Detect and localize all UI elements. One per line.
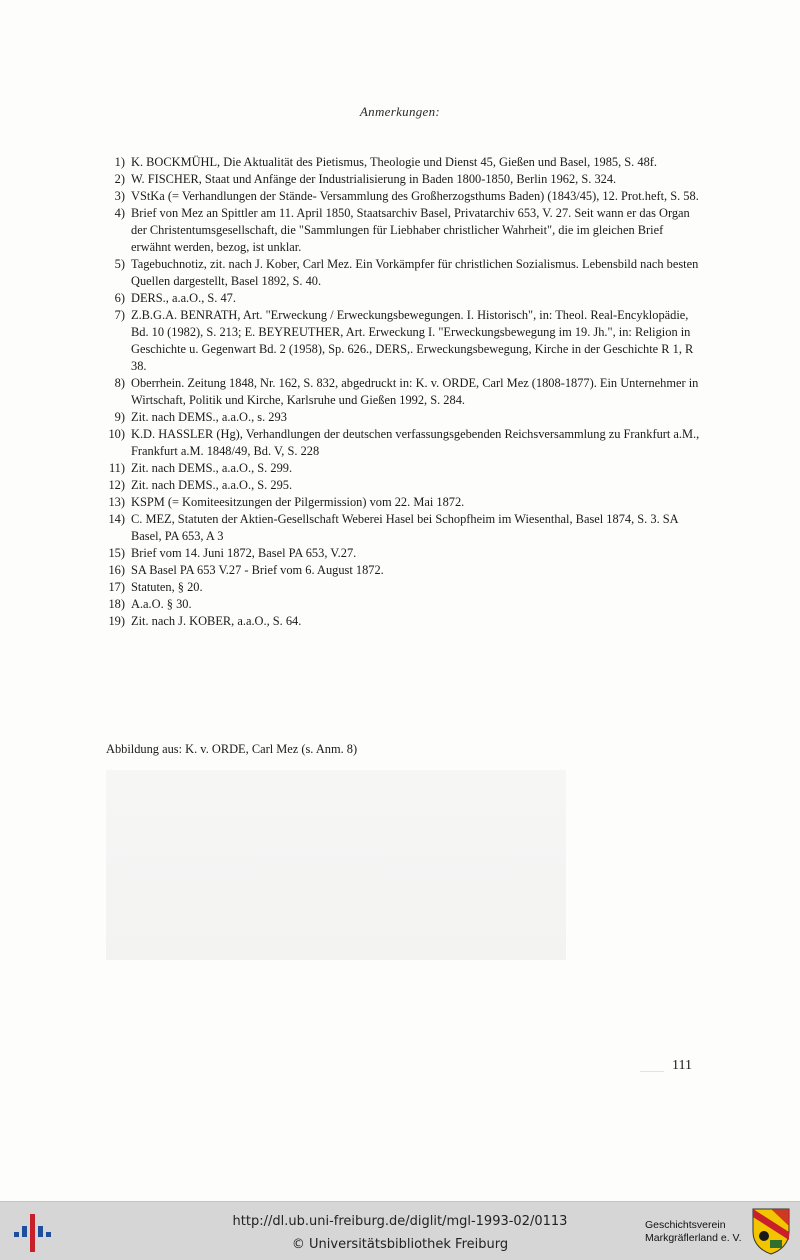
endnote-text: VStKa (= Verhandlungen der Stände- Versammlung des Großherzogsthums Baden) (1843/45), 12. Prot.heft, S. 58. — [131, 189, 699, 203]
endnote-text: SA Basel PA 653 V.27 - Brief vom 6. August 1872. — [131, 563, 384, 577]
endnote-item — [100, 579, 700, 596]
publisher-name — [645, 1219, 742, 1245]
endnote-text: DERS., a.a.O., S. 47. — [131, 291, 236, 305]
endnote-item — [100, 188, 700, 205]
endnote-text: Oberrhein. Zeitung 1848, Nr. 162, S. 832, abgedruckt in: K. v. ORDE, Carl Mez (1808-1877). Ein Unternehmer in Wirtschaft, Politik und Kirche, Karlsruhe und Gießen 1992, S. 284. — [131, 376, 699, 407]
endnote-item — [100, 307, 700, 375]
endnote-text: Brief von Mez an Spittler am 11. April 1850, Staatsarchiv Basel, Privatarchiv 653, V. 27. Seit wann er das Organ der Christentumsgesellschaft, die "Sammlungen für Liebhaber christlicher Wahrheit", die im gleichen Brief erwähnt werden, bezog, ist unklar. — [131, 206, 690, 254]
endnote-text: Zit. nach J. KOBER, a.a.O., S. 64. — [131, 614, 302, 628]
endnote-number: 1) — [114, 155, 125, 169]
page-number-rule — [640, 1071, 664, 1072]
endnote-item — [100, 477, 700, 494]
endnote-text: C. MEZ, Statuten der Aktien-Gesellschaft Weberei Hasel bei Schopfheim im Wiesenthal, Basel 1874, S. 3. SA Basel, PA 653, A 3 — [131, 512, 678, 543]
footer-copyright: © Universitätsbibliothek Freiburg — [291, 1237, 509, 1252]
endnote-number: 17) — [108, 580, 125, 594]
publisher-line-1: Geschichtsverein — [645, 1219, 726, 1231]
endnote-number: 5) — [114, 257, 125, 271]
endnote-number: 9) — [114, 410, 125, 424]
endnote-number: 6) — [114, 291, 125, 305]
endnote-item — [100, 596, 700, 613]
endnote-number: 16) — [108, 563, 125, 577]
publisher-line-2: Markgräflerland e. V. — [645, 1232, 742, 1244]
endnote-item — [100, 205, 700, 256]
endnote-item — [100, 562, 700, 579]
endnote-text: W. FISCHER, Staat und Anfänge der Industrialisierung in Baden 1800-1850, Berlin 1962, S. 324. — [131, 172, 617, 186]
endnote-number: 3) — [114, 189, 125, 203]
endnote-number: 11) — [108, 461, 125, 475]
endnote-number: 4) — [114, 206, 125, 220]
endnote-text: Zit. nach DEMS., a.a.O., S. 295. — [131, 478, 293, 492]
endnote-text: Tagebuchnotiz, zit. nach J. Kober, Carl Mez. Ein Vorkämpfer für christlichen Sozialismus. Lebensbild nach besten Quellen dargestellt, Basel 1892, S. 40. — [131, 257, 699, 288]
endnotes-list — [100, 154, 700, 630]
endnote-number: 7) — [114, 308, 125, 322]
endnote-item — [100, 409, 700, 426]
endnote-number: 10) — [108, 427, 125, 441]
endnote-text: Z.B.G.A. BENRATH, Art. "Erweckung / Erweckungsbewegungen. I. Historisch", in: Theol. Real-Encyklopädie, Bd. 10 (1982), S. 213; E. BEYREUTHER, Art. Erweckung I. "Erweckungsbewegung im 19. Jh.", in: Religion in Geschichte u. Gegenwart Bd. 2 (1958), Sp. 626., DERS,. Erweckungsbewegung, Kirche in der Geschichte R 1, R 38. — [131, 308, 694, 373]
endnote-number: 19) — [108, 614, 125, 628]
endnote-item — [100, 375, 700, 409]
coat-of-arms-icon[interactable] — [750, 1206, 792, 1256]
endnote-text: KSPM (= Komiteesitzungen der Pilgermission) vom 22. Mai 1872. — [131, 495, 465, 509]
endnote-text: Zit. nach DEMS., a.a.O., s. 293 — [131, 410, 287, 424]
endnote-item — [100, 545, 700, 562]
endnote-item — [100, 460, 700, 477]
endnote-number: 2) — [114, 172, 125, 186]
page-number: 111 — [672, 1058, 692, 1073]
endnote-text: Zit. nach DEMS., a.a.O., S. 299. — [131, 461, 293, 475]
endnote-item — [100, 256, 700, 290]
endnote-number: 12) — [108, 478, 125, 492]
endnote-number: 8) — [114, 376, 125, 390]
endnote-text: Brief vom 14. Juni 1872, Basel PA 653, V.27. — [131, 546, 357, 560]
endnote-item — [100, 290, 700, 307]
endnote-number: 13) — [108, 495, 125, 509]
running-head: Anmerkungen: — [359, 104, 441, 119]
endnote-text: A.a.O. § 30. — [131, 597, 192, 611]
footer-url-link[interactable]: http://dl.ub.uni-freiburg.de/diglit/mgl-1993-02/0113 — [232, 1214, 568, 1229]
endnote-text: K. BOCKMÜHL, Die Aktualität des Pietismus, Theologie und Dienst 45, Gießen und Basel, 1985, S. 48f. — [131, 155, 657, 169]
endnote-number: 15) — [108, 546, 125, 560]
figure-image-area — [106, 770, 566, 960]
endnote-number: 18) — [108, 597, 125, 611]
figure-caption: Abbildung aus: K. v. ORDE, Carl Mez (s. Anm. 8) — [106, 742, 358, 756]
endnote-text: Statuten, § 20. — [131, 580, 203, 594]
endnote-item — [100, 613, 700, 630]
endnote-item — [100, 154, 700, 171]
footer-bar — [0, 1201, 800, 1260]
endnote-item — [100, 426, 700, 460]
endnote-item — [100, 171, 700, 188]
endnote-number: 14) — [108, 512, 125, 526]
endnote-item — [100, 511, 700, 545]
endnote-text: K.D. HASSLER (Hg), Verhandlungen der deutschen verfassungsgebenden Reichsversammlung zu Frankfurt a.M., Frankfurt a.M. 1848/49, Bd. V, S. 228 — [131, 427, 700, 458]
endnote-item — [100, 494, 700, 511]
